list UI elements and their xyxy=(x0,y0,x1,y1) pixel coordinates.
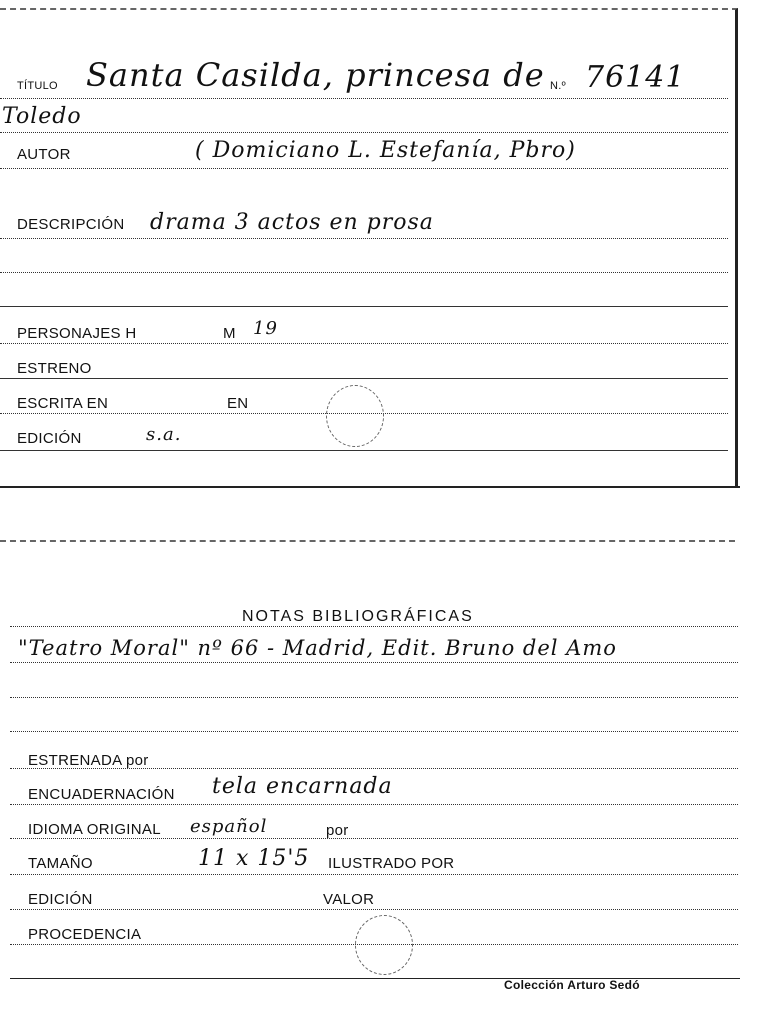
autor-label: AUTOR xyxy=(17,146,71,163)
edicion2-line xyxy=(10,909,738,910)
idioma-por-label: por xyxy=(326,822,349,839)
tamano-line xyxy=(10,874,738,875)
descripcion-line xyxy=(0,238,728,239)
personajes-m-label: M xyxy=(223,325,236,342)
estrenada-line xyxy=(10,768,738,769)
edicion-line xyxy=(0,450,728,451)
procedencia-label: PROCEDENCIA xyxy=(28,926,142,943)
encuadernacion-label: ENCUADERNACIÓN xyxy=(28,786,175,803)
estreno-line xyxy=(0,378,728,379)
notas-value: "Teatro Moral" nº 66 - Madrid, Edit. Bruno del Amo xyxy=(18,636,617,660)
edicion-label: EDICIÓN xyxy=(17,430,82,447)
autor-value: ( Domiciano L. Estefanía, Pbro) xyxy=(195,138,576,163)
valor-label: VALOR xyxy=(323,891,375,908)
descripcion-value: drama 3 actos en prosa xyxy=(150,210,434,235)
titulo-label: TÍTULO xyxy=(17,80,58,92)
tamano-value: 11 x 15'5 xyxy=(198,846,310,871)
card-divider xyxy=(0,486,740,488)
coleccion-label: Colección Arturo Sedó xyxy=(504,978,640,992)
ilustrado-label: ILUSTRADO POR xyxy=(328,855,455,872)
autor-line xyxy=(0,168,728,169)
titulo-line xyxy=(0,98,728,99)
idioma-line xyxy=(10,838,738,839)
personajes-label: PERSONAJES H xyxy=(17,325,137,342)
notas-title: NOTAS BIBLIOGRÁFICAS xyxy=(242,608,474,625)
descripcion-label: DESCRIPCIÓN xyxy=(17,216,125,233)
idioma-label: IDIOMA ORIGINAL xyxy=(28,821,161,838)
escrita-en-label: EN xyxy=(227,395,249,412)
idioma-value: español xyxy=(190,816,268,837)
escrita-label: ESCRITA EN xyxy=(17,395,109,412)
titulo-cont-line xyxy=(0,132,728,133)
encuadernacion-line xyxy=(10,804,738,805)
blank-line-1 xyxy=(0,272,728,273)
encuadernacion-value: tela encarnada xyxy=(212,774,393,799)
personajes-line xyxy=(0,343,728,344)
stamp-mark-top xyxy=(326,385,384,447)
numero-label: N.º xyxy=(550,80,566,92)
notas-line-3 xyxy=(10,697,738,698)
estrenada-label: ESTRENADA por xyxy=(28,752,149,769)
blank-line-2 xyxy=(0,306,728,307)
titulo-value-cont: Toledo xyxy=(2,104,82,129)
stamp-mark-bottom xyxy=(355,915,413,975)
personajes-m-value: 19 xyxy=(253,318,278,339)
numero-value: 76141 xyxy=(585,60,686,95)
tamano-label: TAMAÑO xyxy=(28,855,93,872)
edicion-value: s.a. xyxy=(146,424,182,445)
estreno-label: ESTRENO xyxy=(17,360,92,377)
edicion2-label: EDICIÓN xyxy=(28,891,93,908)
notas-line-1 xyxy=(10,626,738,627)
notas-line-4 xyxy=(10,731,738,732)
titulo-value: Santa Casilda, princesa de xyxy=(86,56,545,94)
notas-line-2 xyxy=(10,662,738,663)
